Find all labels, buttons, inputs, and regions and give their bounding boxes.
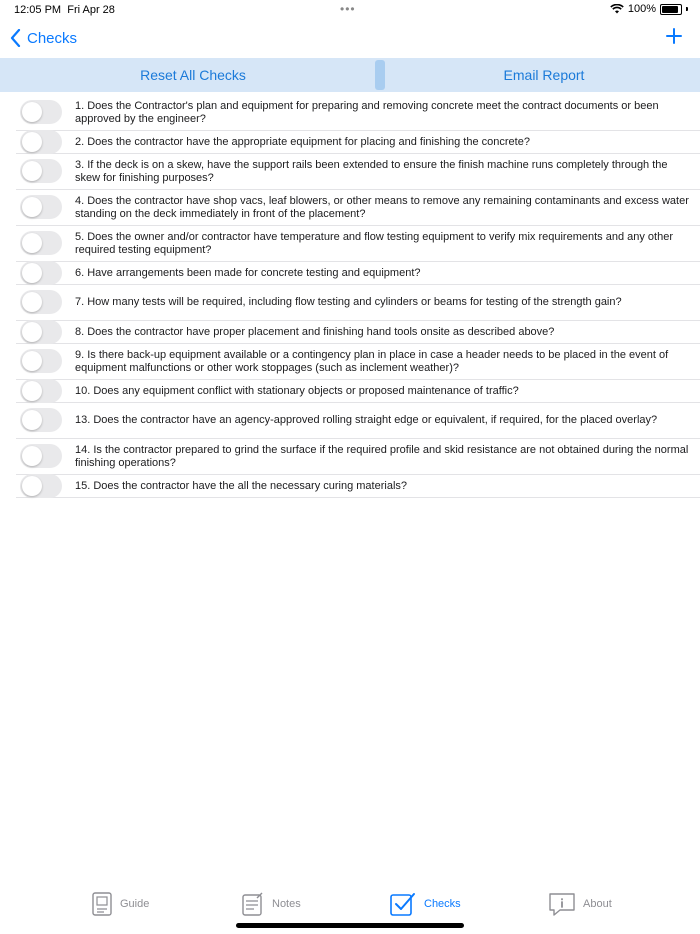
check-question: 9. Is there back-up equipment available or a contingency plan in place in case a header needs to be placed in the event of equipment malfunctions or other work stoppages (such as inclement weather)? bbox=[75, 348, 669, 374]
add-button[interactable] bbox=[666, 28, 682, 49]
back-button[interactable] bbox=[10, 29, 77, 47]
tab-checks-label: Checks bbox=[424, 898, 461, 910]
check-question: 5. Does the owner and/or contractor have temperature and flow testing equipment to verify mix requirements and any other required testing equipment? bbox=[75, 230, 673, 256]
toggle-knob bbox=[22, 292, 42, 312]
check-row bbox=[16, 475, 700, 498]
chevron-left-icon bbox=[10, 29, 21, 47]
check-row bbox=[16, 190, 700, 226]
tab-notes-label: Notes bbox=[272, 898, 301, 910]
toggle-knob bbox=[22, 410, 42, 430]
check-question: 6. Have arrangements been made for concrete testing and equipment? bbox=[75, 266, 421, 279]
check-row bbox=[16, 131, 700, 154]
check-row bbox=[16, 262, 700, 285]
email-report-button[interactable]: Email Report bbox=[503, 67, 585, 83]
check-question: 14. Is the contractor prepared to grind the surface if the required profile and skid resistance are not obtained during the normal finishing operations? bbox=[75, 443, 689, 469]
check-toggle[interactable] bbox=[20, 130, 62, 154]
check-toggle[interactable] bbox=[20, 349, 62, 373]
toggle-knob bbox=[22, 446, 42, 466]
navigation-bar bbox=[0, 24, 700, 56]
battery-cap bbox=[686, 7, 688, 11]
segment-divider bbox=[375, 60, 385, 90]
check-toggle[interactable] bbox=[20, 159, 62, 183]
check-toggle[interactable] bbox=[20, 474, 62, 498]
check-row bbox=[16, 439, 700, 475]
toggle-knob bbox=[22, 381, 42, 401]
check-toggle[interactable] bbox=[20, 320, 62, 344]
checks-icon bbox=[390, 892, 416, 916]
toggle-knob bbox=[22, 102, 42, 122]
tab-checks[interactable] bbox=[390, 886, 461, 922]
guide-icon bbox=[92, 892, 112, 916]
status-time bbox=[14, 4, 115, 16]
toggle-knob bbox=[22, 263, 42, 283]
check-row bbox=[16, 344, 700, 380]
check-row bbox=[16, 226, 700, 262]
battery-icon bbox=[660, 4, 682, 15]
tab-guide-label: Guide bbox=[120, 898, 150, 910]
tab-notes[interactable] bbox=[242, 886, 301, 922]
check-toggle[interactable] bbox=[20, 290, 62, 314]
reset-all-checks-button[interactable]: Reset All Checks bbox=[140, 67, 246, 83]
about-icon bbox=[549, 892, 575, 916]
toggle-knob bbox=[22, 161, 42, 181]
home-indicator bbox=[236, 923, 464, 928]
check-question: 10. Does any equipment conflict with stationary objects or proposed maintenance of traffic? bbox=[75, 384, 519, 397]
status-bar bbox=[0, 0, 700, 20]
clock-date: Fri Apr 28 bbox=[67, 4, 115, 16]
check-row bbox=[16, 403, 700, 439]
check-row bbox=[16, 321, 700, 344]
toggle-knob bbox=[22, 233, 42, 253]
toggle-knob bbox=[22, 351, 42, 371]
check-question: 3. If the deck is on a skew, have the support rails been extended to ensure the finish machine runs completely through the skew for finishing purposes? bbox=[75, 158, 668, 184]
check-question: 1. Does the Contractor's plan and equipment for preparing and removing concrete meet the contract documents or been approved by the engineer? bbox=[75, 99, 659, 125]
check-toggle[interactable] bbox=[20, 100, 62, 124]
check-question: 7. How many tests will be required, including flow testing and cylinders or beams for testing of the strength gain? bbox=[75, 296, 622, 308]
check-toggle[interactable] bbox=[20, 261, 62, 285]
check-row bbox=[16, 154, 700, 190]
toggle-knob bbox=[22, 197, 42, 217]
tab-guide[interactable] bbox=[92, 886, 149, 922]
check-question: 13. Does the contractor have an agency-approved rolling straight edge or equivalent, if required, for the placed overlay? bbox=[75, 414, 658, 426]
multitasking-dots[interactable]: ••• bbox=[340, 2, 356, 16]
check-toggle[interactable] bbox=[20, 408, 62, 432]
plus-icon bbox=[666, 28, 682, 44]
back-button-label: Checks bbox=[27, 29, 78, 47]
checks-list bbox=[0, 95, 700, 498]
check-question: 2. Does the contractor have the appropriate equipment for placing and finishing the concrete? bbox=[75, 135, 530, 148]
notes-icon bbox=[242, 892, 264, 916]
battery-level bbox=[662, 6, 678, 13]
check-row bbox=[16, 95, 700, 131]
check-toggle[interactable] bbox=[20, 379, 62, 403]
toggle-knob bbox=[22, 476, 42, 496]
status-right bbox=[610, 3, 688, 15]
toggle-knob bbox=[22, 132, 42, 152]
check-toggle[interactable] bbox=[20, 444, 62, 468]
wifi-icon bbox=[610, 4, 624, 14]
check-toggle[interactable] bbox=[20, 195, 62, 219]
clock-time: 12:05 PM bbox=[14, 4, 62, 16]
tab-about[interactable] bbox=[549, 886, 612, 922]
check-question: 4. Does the contractor have shop vacs, leaf blowers, or other means to remove any remaining contaminants and excess water standing on the deck immediately in front of the placement? bbox=[75, 194, 689, 220]
check-toggle[interactable] bbox=[20, 231, 62, 255]
check-question: 15. Does the contractor have the all the necessary curing materials? bbox=[75, 479, 408, 492]
tab-about-label: About bbox=[583, 898, 612, 910]
check-question: 8. Does the contractor have proper placement and finishing hand tools onsite as described above? bbox=[75, 325, 555, 338]
battery-percent: 100% bbox=[627, 3, 656, 15]
toggle-knob bbox=[22, 322, 42, 342]
tab-bar bbox=[0, 886, 700, 926]
check-row bbox=[16, 285, 700, 321]
check-row bbox=[16, 380, 700, 403]
action-bar bbox=[0, 58, 700, 92]
